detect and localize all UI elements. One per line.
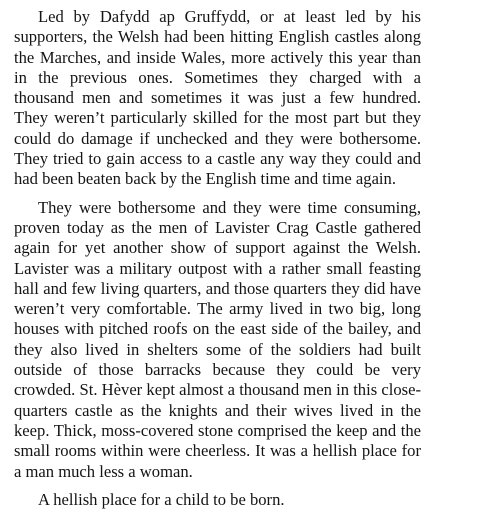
paragraph-2: They were bothersome and they were time consuming, proven today as the men of Lavister Crag Castle gathered again for yet another show of support against the Welsh. Lavister was a military outpost with a rather small feasting hall and few living quarters, and those quarters they did have weren’t very comfortable. The army lived in two big, long houses with pitched roofs on the east side of the bailey, and they also lived in shelters some of the soldiers had built outside of those barracks because they could be very crowded. St. Hèver kept almost a thousand men in this close-quarters castle as the knights and their wives lived in the keep. Thick, moss-covered stone comprised the keep and the small rooms within were cheerless. It was a hellish place for a man much less a woman. (14, 197, 421, 481)
paragraph-3: A hellish place for a child to be born. (38, 489, 285, 509)
paragraph-1: Led by Dafydd ap Gruffydd, or at least led by his supporters, the Welsh had been hitting English castles along the Marches, and inside Wales, more actively this year than in the previous ones. Sometimes they charged with a thousand men and sometimes it was just a few hundred. They weren’t particularly skilled for the most part but they could do damage if unchecked and they were bothersome. They tried to gain access to a castle any way they could and had been beaten back by the English time and time again. (14, 7, 421, 189)
